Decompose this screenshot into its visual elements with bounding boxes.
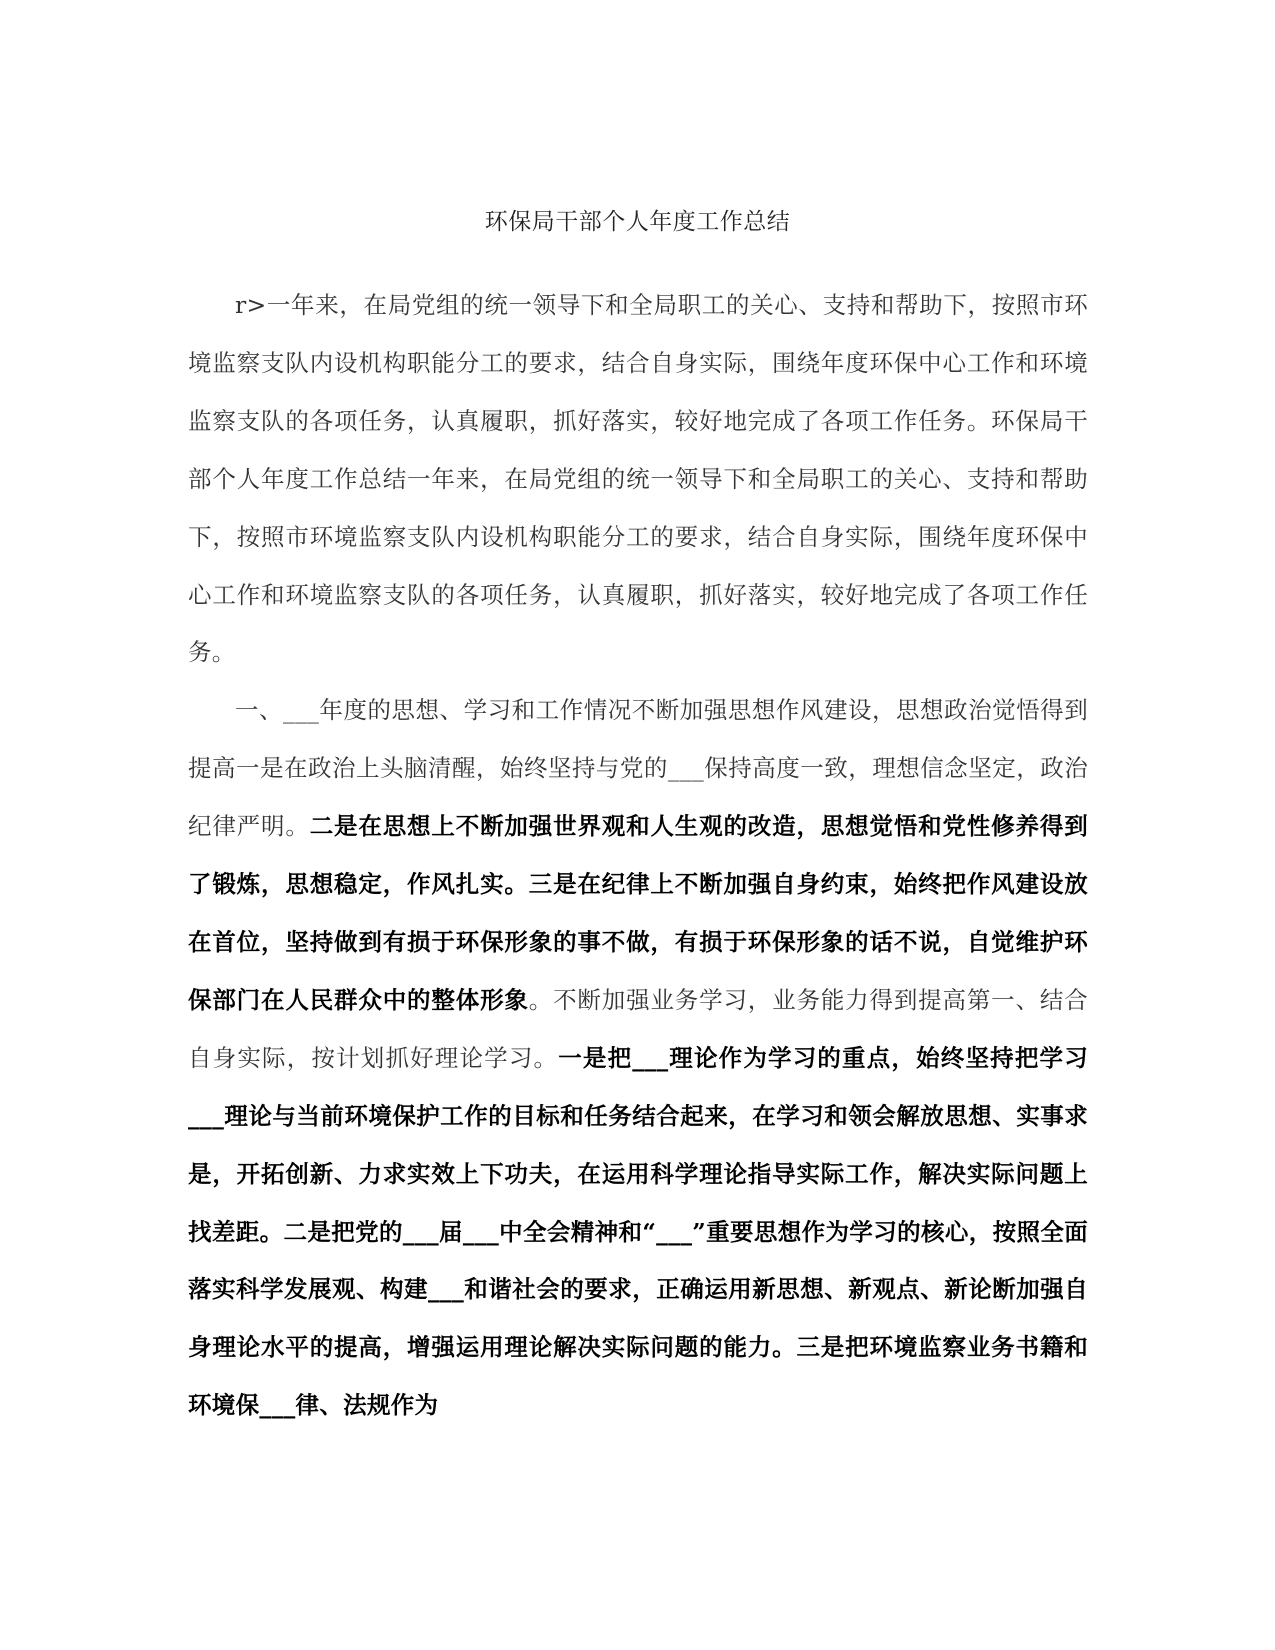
section-one-text-bold-2: 一是把___理论作为学习的重点，始终坚持把学习___理论与当前环境保护工作的目标和任务结合起来，在学习和领会解放思想、实事求是，开拓创新、力求实效上下功夫，在运用科学理论指导实际工作，解决实际问题上找差距。二是把党的___届___中全会精神和“___”重要思想作为学习的核心，按照全面落实科学发展观、构建___和谐社会的要求，正确运用新思想、新观点、新论断加强自身理论水平的提高，增强运用理论解决实际问题的能力。三是把环境监察业务书籍和环境保___律、法规作为	[188, 1043, 1088, 1420]
paragraph-intro	[188, 277, 1088, 682]
section-one-text-bold-1: 二是在思想上不断加强世界观和人生观的改造，思想觉悟和党性修养得到了锻炼，思想稳定，作风扎实。三是在纪律上不断加强自身约束，始终把作风建设放在首位，坚持做到有损于环保形象的事不做，有损于环保形象的话不说，自觉维护环保部门在人民群众中的整体形象	[188, 812, 1088, 1014]
document-title: 环保局干部个人年度工作总结	[484, 209, 791, 235]
document-body	[188, 277, 1088, 1435]
paragraph-section-one	[188, 682, 1088, 1435]
section-one-text-normal-1: 一、___年度的思想、学习和工作情况不断加强思想作风建设，思想政治觉悟得到提高一是在政治上头脑清醒，始终坚持与党的___保持高度一致，理想信念坚定，政治纪律严明。	[188, 696, 1088, 841]
section-one-text-normal-2: 。不断加强业务学习，业务能力得到提高第一、结合自身实际，按计划抓好理论学习。	[188, 985, 1088, 1072]
paragraph-intro-text: r>一年来，在局党组的统一领导下和全局职工的关心、支持和帮助下，按照市环境监察支队内设机构职能分工的要求，结合自身实际，围绕年度环保中心工作和环境监察支队的各项任务，认真履职，抓好落实，较好地完成了各项工作任务。环保局干部个人年度工作总结一年来，在局党组的统一领导下和全局职工的关心、支持和帮助下，按照市环境监察支队内设机构职能分工的要求，结合自身实际，围绕年度环保中心工作和环境监察支队的各项任务，认真履职，抓好落实，较好地完成了各项工作任务。	[188, 291, 1088, 667]
